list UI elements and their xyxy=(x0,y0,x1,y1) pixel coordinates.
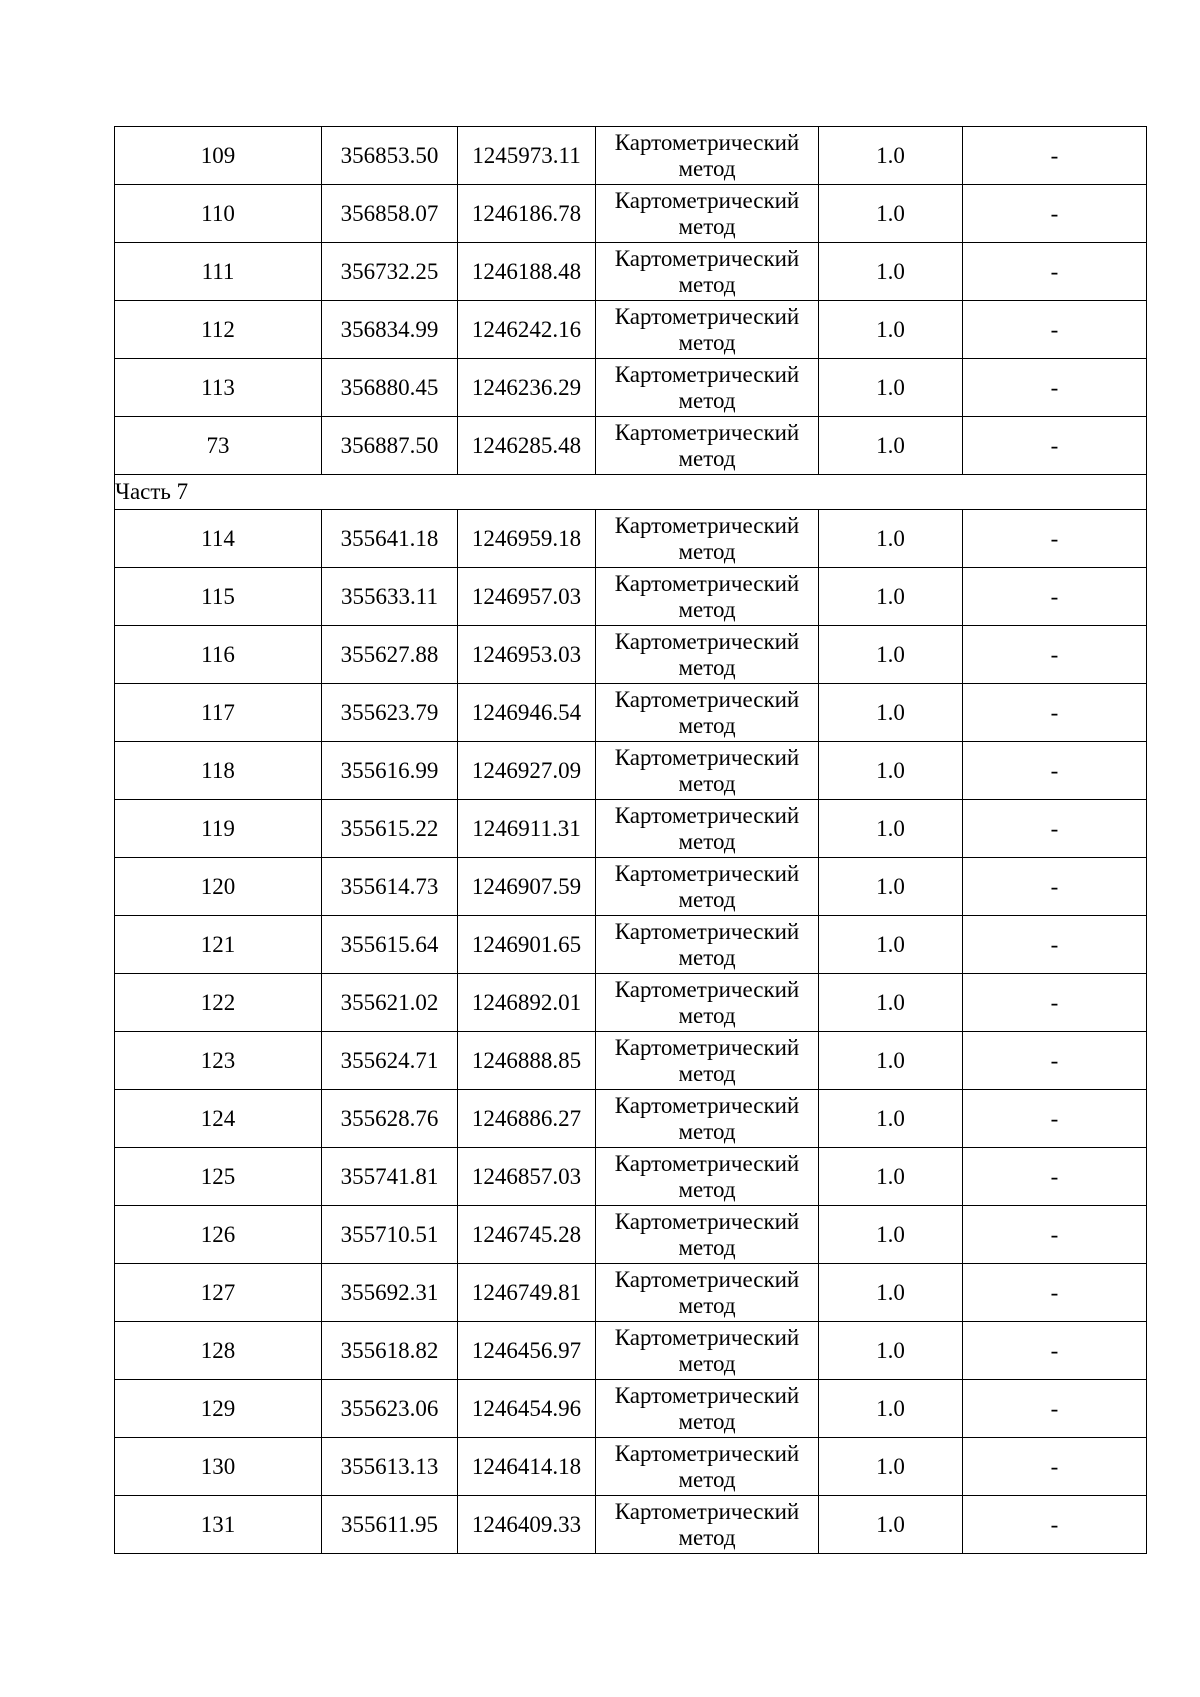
description-cell: - xyxy=(963,1148,1147,1206)
table-row xyxy=(115,1322,1147,1380)
accuracy-cell: 1.0 xyxy=(819,417,963,475)
point-number-cell: 118 xyxy=(115,742,322,800)
y-coordinate-cell: 1246888.85 xyxy=(458,1032,596,1090)
method-line-2: метод xyxy=(678,770,736,796)
table-row xyxy=(115,858,1147,916)
description-cell: - xyxy=(963,243,1147,301)
x-coordinate-cell: 355623.79 xyxy=(322,684,458,742)
table-row xyxy=(115,684,1147,742)
table-row xyxy=(115,1090,1147,1148)
y-coordinate-cell: 1246454.96 xyxy=(458,1380,596,1438)
y-coordinate-cell: 1246946.54 xyxy=(458,684,596,742)
coordinates-table xyxy=(114,126,1147,1554)
point-number-cell: 131 xyxy=(115,1496,322,1554)
description-cell: - xyxy=(963,1322,1147,1380)
x-coordinate-cell: 355611.95 xyxy=(322,1496,458,1554)
point-number-cell: 73 xyxy=(115,417,322,475)
description-cell: - xyxy=(963,1032,1147,1090)
accuracy-cell: 1.0 xyxy=(819,568,963,626)
x-coordinate-cell: 355692.31 xyxy=(322,1264,458,1322)
x-coordinate-cell: 355628.76 xyxy=(322,1090,458,1148)
method-cell xyxy=(596,742,819,800)
point-number-cell: 130 xyxy=(115,1438,322,1496)
point-number-cell: 122 xyxy=(115,974,322,1032)
accuracy-cell: 1.0 xyxy=(819,742,963,800)
y-coordinate-cell: 1246285.48 xyxy=(458,417,596,475)
description-cell: - xyxy=(963,185,1147,243)
method-cell xyxy=(596,1322,819,1380)
accuracy-cell: 1.0 xyxy=(819,1380,963,1438)
x-coordinate-cell: 355616.99 xyxy=(322,742,458,800)
method-cell xyxy=(596,1438,819,1496)
table-row xyxy=(115,417,1147,475)
method-cell xyxy=(596,916,819,974)
y-coordinate-cell: 1245973.11 xyxy=(458,127,596,185)
method-line-2: метод xyxy=(678,596,736,622)
point-number-cell: 123 xyxy=(115,1032,322,1090)
accuracy-cell: 1.0 xyxy=(819,243,963,301)
table-row xyxy=(115,301,1147,359)
accuracy-cell: 1.0 xyxy=(819,1438,963,1496)
description-cell: - xyxy=(963,301,1147,359)
point-number-cell: 119 xyxy=(115,800,322,858)
method-line-2: метод xyxy=(678,1176,736,1202)
table-row xyxy=(115,243,1147,301)
x-coordinate-cell: 355615.22 xyxy=(322,800,458,858)
y-coordinate-cell: 1246242.16 xyxy=(458,301,596,359)
y-coordinate-cell: 1246188.48 xyxy=(458,243,596,301)
x-coordinate-cell: 355627.88 xyxy=(322,626,458,684)
accuracy-cell: 1.0 xyxy=(819,858,963,916)
x-coordinate-cell: 355741.81 xyxy=(322,1148,458,1206)
method-cell xyxy=(596,1206,819,1264)
method-line-1: Картометрический xyxy=(614,1324,800,1350)
x-coordinate-cell: 355641.18 xyxy=(322,510,458,568)
table-row xyxy=(115,127,1147,185)
y-coordinate-cell: 1246911.31 xyxy=(458,800,596,858)
description-cell: - xyxy=(963,1380,1147,1438)
method-cell xyxy=(596,359,819,417)
method-line-2: метод xyxy=(678,213,736,239)
description-cell: - xyxy=(963,1438,1147,1496)
y-coordinate-cell: 1246959.18 xyxy=(458,510,596,568)
method-cell xyxy=(596,974,819,1032)
method-line-1: Картометрический xyxy=(614,361,800,387)
description-cell: - xyxy=(963,858,1147,916)
method-line-2: метод xyxy=(678,538,736,564)
accuracy-cell: 1.0 xyxy=(819,1264,963,1322)
x-coordinate-cell: 355618.82 xyxy=(322,1322,458,1380)
y-coordinate-cell: 1246857.03 xyxy=(458,1148,596,1206)
method-line-2: метод xyxy=(678,654,736,680)
point-number-cell: 125 xyxy=(115,1148,322,1206)
description-cell: - xyxy=(963,127,1147,185)
x-coordinate-cell: 356880.45 xyxy=(322,359,458,417)
accuracy-cell: 1.0 xyxy=(819,626,963,684)
point-number-cell: 116 xyxy=(115,626,322,684)
point-number-cell: 128 xyxy=(115,1322,322,1380)
table-row xyxy=(115,626,1147,684)
x-coordinate-cell: 355621.02 xyxy=(322,974,458,1032)
method-cell xyxy=(596,800,819,858)
table-row xyxy=(115,974,1147,1032)
description-cell: - xyxy=(963,417,1147,475)
method-line-2: метод xyxy=(678,828,736,854)
description-cell: - xyxy=(963,1090,1147,1148)
table-row xyxy=(115,359,1147,417)
table-row xyxy=(115,568,1147,626)
method-line-1: Картометрический xyxy=(614,129,800,155)
y-coordinate-cell: 1246414.18 xyxy=(458,1438,596,1496)
description-cell: - xyxy=(963,742,1147,800)
method-line-1: Картометрический xyxy=(614,187,800,213)
method-cell xyxy=(596,626,819,684)
point-number-cell: 126 xyxy=(115,1206,322,1264)
method-line-1: Картометрический xyxy=(614,570,800,596)
y-coordinate-cell: 1246953.03 xyxy=(458,626,596,684)
method-line-2: метод xyxy=(678,712,736,738)
method-line-1: Картометрический xyxy=(614,744,800,770)
method-cell xyxy=(596,1264,819,1322)
description-cell: - xyxy=(963,510,1147,568)
accuracy-cell: 1.0 xyxy=(819,1090,963,1148)
table-row xyxy=(115,185,1147,243)
x-coordinate-cell: 355613.13 xyxy=(322,1438,458,1496)
method-line-2: метод xyxy=(678,155,736,181)
method-line-1: Картометрический xyxy=(614,419,800,445)
point-number-cell: 121 xyxy=(115,916,322,974)
x-coordinate-cell: 356732.25 xyxy=(322,243,458,301)
y-coordinate-cell: 1246749.81 xyxy=(458,1264,596,1322)
accuracy-cell: 1.0 xyxy=(819,1322,963,1380)
description-cell: - xyxy=(963,916,1147,974)
point-number-cell: 109 xyxy=(115,127,322,185)
x-coordinate-cell: 355615.64 xyxy=(322,916,458,974)
method-line-2: метод xyxy=(678,886,736,912)
method-line-2: метод xyxy=(678,271,736,297)
description-cell: - xyxy=(963,1206,1147,1264)
y-coordinate-cell: 1246901.65 xyxy=(458,916,596,974)
method-line-2: метод xyxy=(678,944,736,970)
table-row xyxy=(115,1148,1147,1206)
method-line-2: метод xyxy=(678,1234,736,1260)
y-coordinate-cell: 1246892.01 xyxy=(458,974,596,1032)
point-number-cell: 110 xyxy=(115,185,322,243)
method-cell xyxy=(596,185,819,243)
y-coordinate-cell: 1246745.28 xyxy=(458,1206,596,1264)
accuracy-cell: 1.0 xyxy=(819,684,963,742)
x-coordinate-cell: 355624.71 xyxy=(322,1032,458,1090)
y-coordinate-cell: 1246907.59 xyxy=(458,858,596,916)
table-row xyxy=(115,1496,1147,1554)
description-cell: - xyxy=(963,684,1147,742)
table-row xyxy=(115,1264,1147,1322)
table-row xyxy=(115,1380,1147,1438)
method-line-2: метод xyxy=(678,329,736,355)
point-number-cell: 112 xyxy=(115,301,322,359)
method-line-1: Картометрический xyxy=(614,1382,800,1408)
method-cell xyxy=(596,858,819,916)
method-line-1: Картометрический xyxy=(614,1266,800,1292)
method-line-2: метод xyxy=(678,1350,736,1376)
method-cell xyxy=(596,417,819,475)
table-row xyxy=(115,800,1147,858)
method-line-2: метод xyxy=(678,387,736,413)
x-coordinate-cell: 356887.50 xyxy=(322,417,458,475)
accuracy-cell: 1.0 xyxy=(819,800,963,858)
table-row xyxy=(115,742,1147,800)
method-cell xyxy=(596,568,819,626)
x-coordinate-cell: 355614.73 xyxy=(322,858,458,916)
coordinates-table-body xyxy=(115,127,1147,1554)
y-coordinate-cell: 1246186.78 xyxy=(458,185,596,243)
method-line-2: метод xyxy=(678,1002,736,1028)
point-number-cell: 120 xyxy=(115,858,322,916)
method-line-1: Картометрический xyxy=(614,245,800,271)
x-coordinate-cell: 355623.06 xyxy=(322,1380,458,1438)
part-heading: Часть 7 xyxy=(115,475,1147,510)
method-cell xyxy=(596,1032,819,1090)
method-line-1: Картометрический xyxy=(614,1092,800,1118)
method-line-1: Картометрический xyxy=(614,1208,800,1234)
method-line-1: Картометрический xyxy=(614,976,800,1002)
y-coordinate-cell: 1246927.09 xyxy=(458,742,596,800)
method-line-2: метод xyxy=(678,1524,736,1550)
part-heading-row xyxy=(115,475,1147,510)
point-number-cell: 115 xyxy=(115,568,322,626)
table-row xyxy=(115,1032,1147,1090)
description-cell: - xyxy=(963,626,1147,684)
method-line-1: Картометрический xyxy=(614,802,800,828)
method-cell xyxy=(596,1380,819,1438)
description-cell: - xyxy=(963,1496,1147,1554)
table-row xyxy=(115,1206,1147,1264)
method-cell xyxy=(596,1148,819,1206)
x-coordinate-cell: 355633.11 xyxy=(322,568,458,626)
description-cell: - xyxy=(963,568,1147,626)
table-row xyxy=(115,510,1147,568)
method-line-1: Картометрический xyxy=(614,1440,800,1466)
y-coordinate-cell: 1246409.33 xyxy=(458,1496,596,1554)
description-cell: - xyxy=(963,974,1147,1032)
method-line-2: метод xyxy=(678,445,736,471)
point-number-cell: 124 xyxy=(115,1090,322,1148)
accuracy-cell: 1.0 xyxy=(819,1032,963,1090)
accuracy-cell: 1.0 xyxy=(819,1148,963,1206)
x-coordinate-cell: 356834.99 xyxy=(322,301,458,359)
method-line-2: метод xyxy=(678,1118,736,1144)
accuracy-cell: 1.0 xyxy=(819,510,963,568)
point-number-cell: 111 xyxy=(115,243,322,301)
y-coordinate-cell: 1246957.03 xyxy=(458,568,596,626)
method-line-2: метод xyxy=(678,1060,736,1086)
x-coordinate-cell: 356853.50 xyxy=(322,127,458,185)
description-cell: - xyxy=(963,800,1147,858)
accuracy-cell: 1.0 xyxy=(819,301,963,359)
method-line-1: Картометрический xyxy=(614,628,800,654)
accuracy-cell: 1.0 xyxy=(819,359,963,417)
point-number-cell: 127 xyxy=(115,1264,322,1322)
x-coordinate-cell: 355710.51 xyxy=(322,1206,458,1264)
method-line-1: Картометрический xyxy=(614,1150,800,1176)
method-cell xyxy=(596,243,819,301)
accuracy-cell: 1.0 xyxy=(819,185,963,243)
description-cell: - xyxy=(963,1264,1147,1322)
point-number-cell: 114 xyxy=(115,510,322,568)
accuracy-cell: 1.0 xyxy=(819,1206,963,1264)
method-line-1: Картометрический xyxy=(614,686,800,712)
method-cell xyxy=(596,301,819,359)
table-row xyxy=(115,916,1147,974)
accuracy-cell: 1.0 xyxy=(819,127,963,185)
method-line-2: метод xyxy=(678,1408,736,1434)
x-coordinate-cell: 356858.07 xyxy=(322,185,458,243)
y-coordinate-cell: 1246456.97 xyxy=(458,1322,596,1380)
point-number-cell: 117 xyxy=(115,684,322,742)
method-cell xyxy=(596,127,819,185)
method-cell xyxy=(596,1496,819,1554)
y-coordinate-cell: 1246236.29 xyxy=(458,359,596,417)
accuracy-cell: 1.0 xyxy=(819,916,963,974)
method-line-1: Картометрический xyxy=(614,512,800,538)
description-cell: - xyxy=(963,359,1147,417)
method-line-1: Картометрический xyxy=(614,918,800,944)
method-cell xyxy=(596,1090,819,1148)
method-line-2: метод xyxy=(678,1292,736,1318)
accuracy-cell: 1.0 xyxy=(819,974,963,1032)
method-line-2: метод xyxy=(678,1466,736,1492)
accuracy-cell: 1.0 xyxy=(819,1496,963,1554)
method-line-1: Картометрический xyxy=(614,860,800,886)
method-cell xyxy=(596,684,819,742)
point-number-cell: 113 xyxy=(115,359,322,417)
point-number-cell: 129 xyxy=(115,1380,322,1438)
method-line-1: Картометрический xyxy=(614,1034,800,1060)
method-line-1: Картометрический xyxy=(614,1498,800,1524)
method-cell xyxy=(596,510,819,568)
y-coordinate-cell: 1246886.27 xyxy=(458,1090,596,1148)
table-row xyxy=(115,1438,1147,1496)
method-line-1: Картометрический xyxy=(614,303,800,329)
